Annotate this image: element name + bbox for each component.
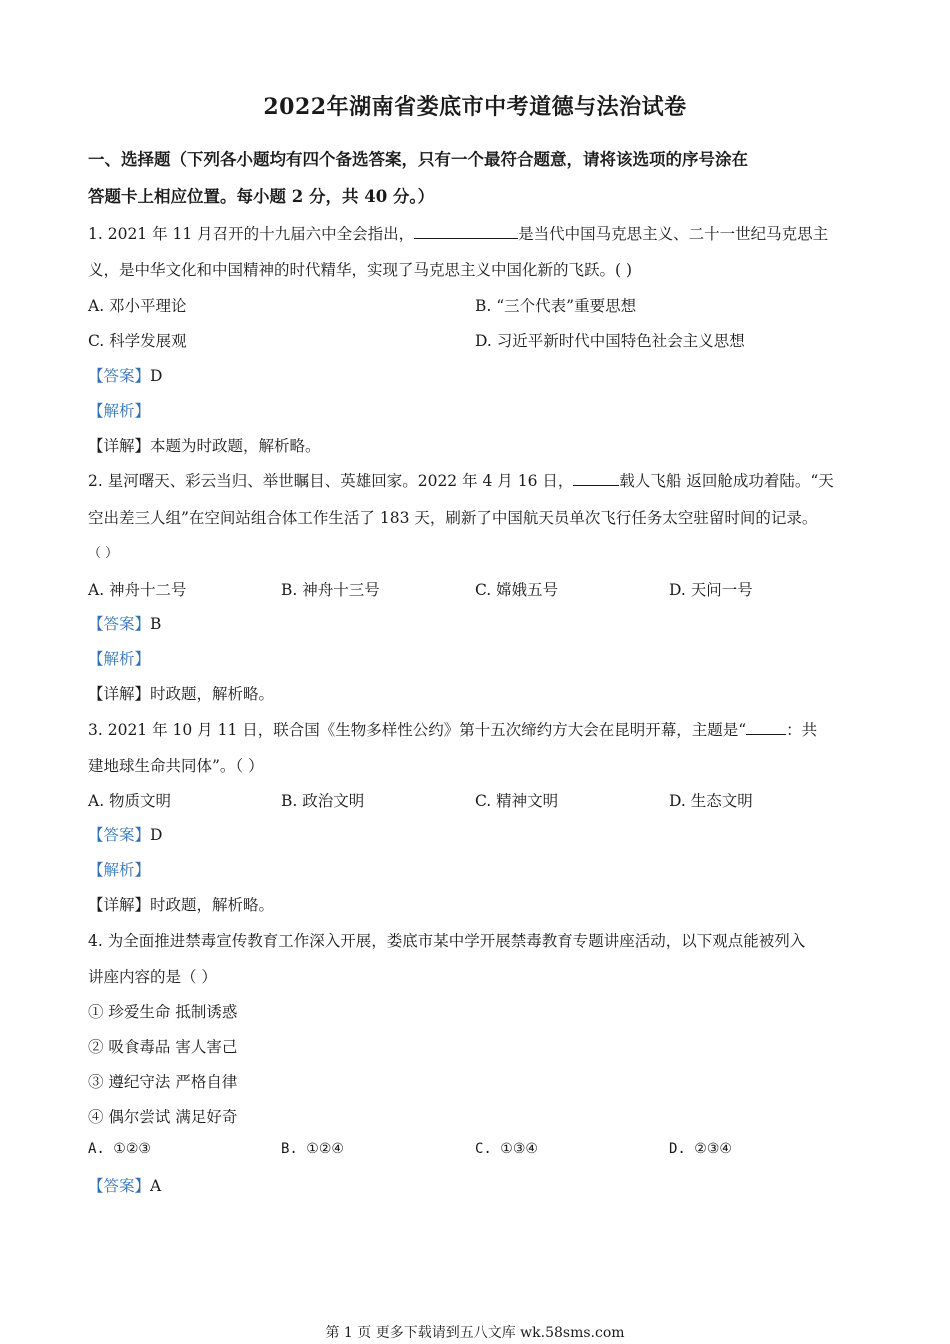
question-3-text-pre: 3. 2021 年 10 月 11 日，联合国《生物多样性公约》第十五次缔约方大会在昆明开幕，主题是“ [88, 721, 747, 739]
question-1-option-b: B. “三个代表”重要思想 [475, 297, 637, 315]
question-1-text-pre: 1. 2021 年 11 月召开的十九届六中全会指出， [88, 225, 415, 243]
question-2-answer [88, 612, 161, 634]
question-2-option-c: C. 嫦娥五号 [475, 581, 559, 599]
detail-tag: 【详解】 [88, 896, 151, 914]
answer-tag: 【答案】 [88, 615, 151, 633]
question-3-option-b: B. 政治文明 [281, 792, 365, 810]
question-4-item-3: ③ 遵纪守法 严格自律 [88, 1073, 238, 1091]
question-2-text-post: 载人飞船 返回舱成功着陆。“天 [619, 472, 834, 490]
page-title: 2022年湖南省娄底市中考道德与法治试卷 [263, 94, 687, 120]
question-2-line-1 [88, 469, 834, 491]
question-3-line-1 [88, 718, 817, 740]
question-1-detail [88, 434, 321, 456]
answer-value: D [150, 826, 163, 844]
detail-text: 时政题，解析略。 [150, 896, 275, 914]
answer-value: D [150, 367, 163, 385]
question-4-option-d: D. ②③④ [669, 1141, 732, 1157]
question-1-option-d: D. 习近平新时代中国特色社会主义思想 [475, 332, 745, 350]
question-4-item-4: ④ 偶尔尝试 满足好奇 [88, 1108, 238, 1126]
question-2-option-a: A. 神舟十二号 [88, 581, 187, 599]
question-4-option-b: B. ①②④ [281, 1141, 344, 1157]
question-3-blank [746, 719, 786, 735]
question-4-line-1: 4. 为全面推进禁毒宣传教育工作深入开展，娄底市某中学开展禁毒教育专题讲座活动，以下观点能被列入 [88, 932, 806, 950]
question-1-blank [414, 223, 518, 239]
question-4-item-2: ② 吸食毒品 害人害己 [88, 1038, 238, 1056]
question-1-option-c: C. 科学发展观 [88, 332, 187, 350]
question-2-text-pre: 2. 星河曙天、彩云当归、举世瞩目、英雄回家。2022 年 4 月 16 日， [88, 472, 574, 490]
question-3-detail [88, 893, 274, 915]
question-2-option-b: B. 神舟十三号 [281, 581, 380, 599]
question-4-option-c: C. ①③④ [475, 1141, 538, 1157]
question-1-option-a: A. 邓小平理论 [88, 297, 187, 315]
question-4-item-1: ① 珍爱生命 抵制诱惑 [88, 1003, 238, 1021]
question-4-line-2: 讲座内容的是（ ） [88, 968, 217, 986]
answer-tag: 【答案】 [88, 367, 151, 385]
question-4-option-a: A. ①②③ [88, 1141, 151, 1157]
detail-tag: 【详解】 [88, 437, 151, 455]
detail-text: 时政题，解析略。 [150, 685, 275, 703]
question-2-line-2: 空出差三人组”在空间站组合体工作生活了 183 天，刷新了中国航天员单次飞行任务太空驻留时间的记录。 [88, 509, 818, 527]
question-1-line-1 [88, 222, 828, 244]
question-2-option-d: D. 天问一号 [669, 581, 753, 599]
question-1-text-post: 是当代中国马克思主义、二十一世纪马克思主 [518, 225, 829, 243]
question-3-text-post: ：共 [786, 721, 818, 739]
section-heading-line-1: 一、选择题（下列各小题均有四个备选答案，只有一个最符合题意，请将该选项的序号涂在 [88, 150, 748, 169]
section-heading-line-2: 答题卡上相应位置。每小题 2 分，共 40 分。） [88, 187, 435, 206]
question-1-line-2: 义，是中华文化和中国精神的时代精华，实现了马克思主义中国化新的飞跃。( ) [88, 261, 633, 279]
question-3-analysis-tag: 【解析】 [88, 861, 151, 879]
question-3-answer [88, 823, 162, 845]
question-1-analysis-tag: 【解析】 [88, 402, 151, 420]
answer-value: B [150, 615, 162, 633]
question-3-option-d: D. 生态文明 [669, 792, 753, 810]
question-3-option-c: C. 精神文明 [475, 792, 559, 810]
answer-tag: 【答案】 [88, 826, 151, 844]
detail-tag: 【详解】 [88, 685, 151, 703]
question-2-blank [573, 470, 619, 486]
question-3-option-a: A. 物质文明 [88, 792, 172, 810]
detail-text: 本题为时政题，解析略。 [150, 437, 321, 455]
question-2-line-3: （ ） [88, 546, 119, 561]
question-2-detail [88, 682, 274, 704]
answer-value: A [150, 1177, 162, 1195]
question-3-line-2: 建地球生命共同体”。（ ） [88, 757, 264, 775]
question-4-answer [88, 1174, 161, 1196]
page-footer: 第 1 页 更多下载请到五八文库 wk.58sms.com [325, 1325, 625, 1341]
question-2-analysis-tag: 【解析】 [88, 650, 151, 668]
answer-tag: 【答案】 [88, 1177, 151, 1195]
question-1-answer [88, 364, 162, 386]
